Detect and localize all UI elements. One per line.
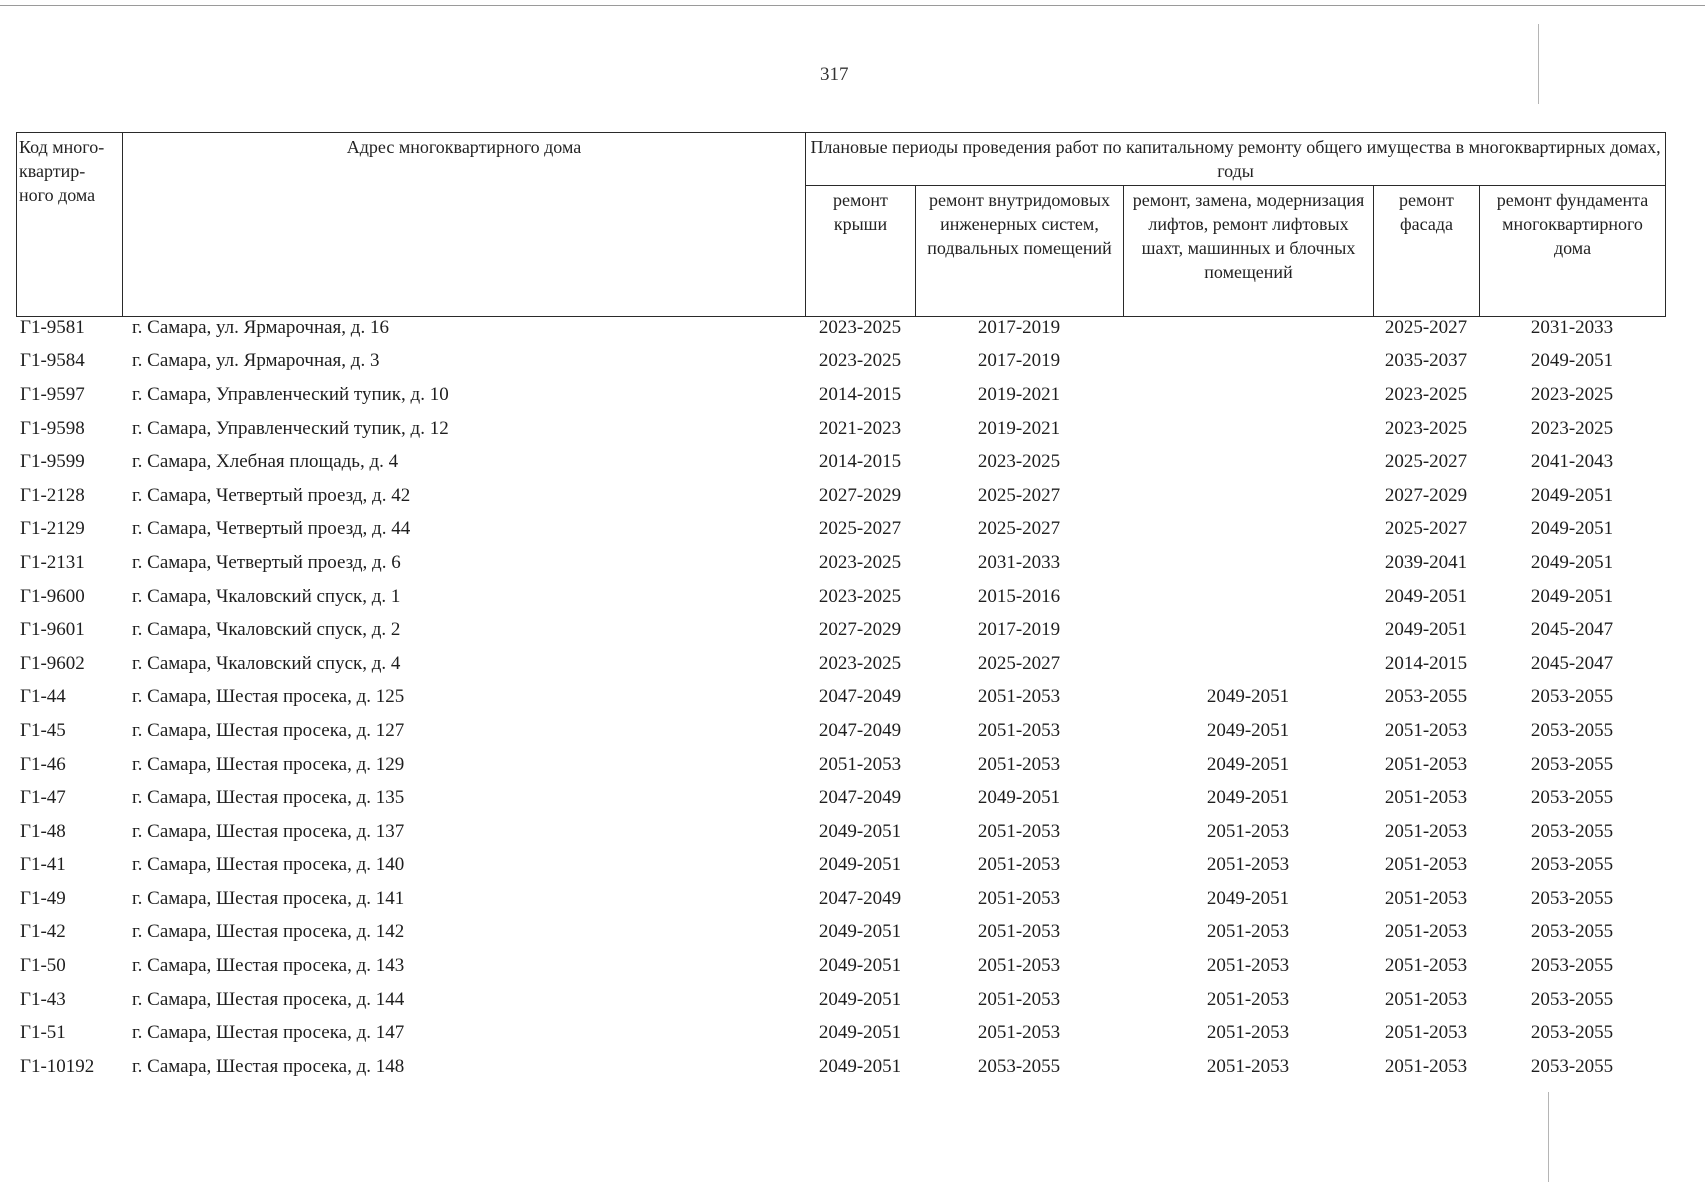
cell-engineering-period: 2051-2053 [977,988,1061,1010]
cell-code: Г1-41 [20,854,66,876]
table-row [16,681,1665,715]
cell-elevators-period: 2051-2053 [1206,1022,1290,1044]
cell-address: г. Самара, Хлебная площадь, д. 4 [132,451,399,473]
cell-roof-period: 2051-2053 [818,753,902,775]
cell-elevators-period [1123,479,1373,513]
cell-foundation-period: 2053-2055 [1530,1055,1614,1077]
cell-facade-period: 2051-2053 [1384,719,1468,741]
cell-facade-period: 2051-2053 [1384,820,1468,842]
cell-roof-period: 2023-2025 [818,652,902,674]
table-body [16,311,1665,1084]
cell-facade-period: 2051-2053 [1384,1022,1468,1044]
cell-foundation-period: 2031-2033 [1530,316,1614,338]
cell-foundation-period: 2049-2051 [1530,350,1614,372]
cell-engineering-period: 2051-2053 [977,753,1061,775]
cell-elevators-period: 2051-2053 [1206,921,1290,943]
table-row [16,882,1665,916]
cell-elevators-period: 2049-2051 [1206,686,1290,708]
cell-facade-period: 2025-2027 [1384,451,1468,473]
cell-foundation-period: 2053-2055 [1530,988,1614,1010]
cell-address: г. Самара, Шестая просека, д. 127 [132,719,405,741]
cell-elevators-period: 2051-2053 [1206,988,1290,1010]
cell-address: г. Самара, Шестая просека, д. 125 [132,686,405,708]
cell-elevators-period: 2049-2051 [1206,719,1290,741]
table-row [16,949,1665,983]
cell-elevators-period [1123,580,1373,614]
cell-engineering-period: 2051-2053 [977,887,1061,909]
cell-foundation-period: 2053-2055 [1530,820,1614,842]
cell-address: г. Самара, Чкаловский спуск, д. 4 [132,652,401,674]
column-header-roof: ремонт крыши [806,186,916,317]
cell-code: Г1-47 [20,787,66,809]
cell-elevators-period: 2051-2053 [1206,1055,1290,1077]
cell-engineering-period: 2051-2053 [977,1022,1061,1044]
cell-elevators-period: 2049-2051 [1206,887,1290,909]
cell-roof-period: 2027-2029 [818,484,902,506]
cell-address: г. Самара, Четвертый проезд, д. 42 [132,484,411,506]
cell-address: г. Самара, Четвертый проезд, д. 44 [132,518,411,540]
cell-roof-period: 2049-2051 [818,921,902,943]
cell-elevators-period [1123,445,1373,479]
cell-engineering-period: 2025-2027 [977,652,1061,674]
data-table [16,311,1665,1084]
table-row [16,445,1665,479]
cell-roof-period: 2025-2027 [818,518,902,540]
table-row [16,916,1665,950]
cell-roof-period: 2049-2051 [818,1022,902,1044]
scan-top-edge [0,5,1705,6]
column-header-engineering: ремонт внутридомовых инженерных систем, подвальных помещений [916,186,1124,317]
cell-engineering-period: 2051-2053 [977,719,1061,741]
cell-facade-period: 2023-2025 [1384,417,1468,439]
cell-engineering-period: 2025-2027 [977,518,1061,540]
cell-facade-period: 2039-2041 [1384,551,1468,573]
cell-roof-period: 2047-2049 [818,887,902,909]
cell-code: Г1-2131 [20,551,85,573]
cell-engineering-period: 2017-2019 [977,350,1061,372]
table-row [16,613,1665,647]
cell-foundation-period: 2053-2055 [1530,1022,1614,1044]
table-row [16,345,1665,379]
cell-facade-period: 2049-2051 [1384,585,1468,607]
cell-foundation-period: 2053-2055 [1530,854,1614,876]
cell-code: Г1-49 [20,887,66,909]
cell-code: Г1-2128 [20,484,85,506]
cell-address: г. Самара, Шестая просека, д. 142 [132,921,405,943]
cell-foundation-period: 2049-2051 [1530,585,1614,607]
cell-elevators-period: 2051-2053 [1206,854,1290,876]
cell-address: г. Самара, Шестая просека, д. 129 [132,753,405,775]
cell-foundation-period: 2041-2043 [1530,451,1614,473]
cell-foundation-period: 2053-2055 [1530,887,1614,909]
cell-roof-period: 2047-2049 [818,686,902,708]
cell-code: Г1-9600 [20,585,85,607]
cell-address: г. Самара, Шестая просека, д. 140 [132,854,405,876]
cell-address: г. Самара, Чкаловский спуск, д. 1 [132,585,401,607]
cell-engineering-period: 2019-2021 [977,417,1061,439]
cell-roof-period: 2023-2025 [818,551,902,573]
table-row [16,748,1665,782]
cell-code: Г1-2129 [20,518,85,540]
cell-engineering-period: 2017-2019 [977,619,1061,641]
cell-foundation-period: 2053-2055 [1530,787,1614,809]
scan-margin-mark [1548,1092,1549,1182]
cell-code: Г1-44 [20,686,66,708]
cell-roof-period: 2047-2049 [818,787,902,809]
cell-foundation-period: 2053-2055 [1530,686,1614,708]
cell-address: г. Самара, Шестая просека, д. 148 [132,1055,405,1077]
cell-engineering-period: 2019-2021 [977,383,1061,405]
table-row [16,849,1665,883]
cell-facade-period: 2025-2027 [1384,316,1468,338]
table-row [16,983,1665,1017]
cell-engineering-period: 2049-2051 [977,787,1061,809]
cell-facade-period: 2014-2015 [1384,652,1468,674]
table-row [16,378,1665,412]
cell-code: Г1-48 [20,820,66,842]
cell-facade-period: 2051-2053 [1384,787,1468,809]
cell-facade-period: 2051-2053 [1384,921,1468,943]
table-row [16,781,1665,815]
cell-facade-period: 2035-2037 [1384,350,1468,372]
cell-elevators-period: 2049-2051 [1206,787,1290,809]
cell-code: Г1-50 [20,955,66,977]
cell-roof-period: 2027-2029 [818,619,902,641]
cell-engineering-period: 2023-2025 [977,451,1061,473]
cell-engineering-period: 2017-2019 [977,316,1061,338]
page-number: 317 [820,64,849,85]
cell-address: г. Самара, Шестая просека, д. 144 [132,988,405,1010]
cell-facade-period: 2051-2053 [1384,854,1468,876]
cell-engineering-period: 2015-2016 [977,585,1061,607]
cell-engineering-period: 2025-2027 [977,484,1061,506]
table-row [16,1050,1665,1084]
cell-facade-period: 2051-2053 [1384,1055,1468,1077]
table-row [16,580,1665,614]
cell-foundation-period: 2053-2055 [1530,921,1614,943]
table-header [16,132,1666,317]
cell-facade-period: 2051-2053 [1384,753,1468,775]
cell-address: г. Самара, Шестая просека, д. 147 [132,1022,405,1044]
cell-code: Г1-46 [20,753,66,775]
column-header-address: Адрес многоквартирного дома [123,133,806,317]
cell-roof-period: 2049-2051 [818,1055,902,1077]
cell-facade-period: 2053-2055 [1384,686,1468,708]
cell-roof-period: 2014-2015 [818,451,902,473]
cell-foundation-period: 2023-2025 [1530,417,1614,439]
cell-foundation-period: 2053-2055 [1530,955,1614,977]
cell-elevators-period [1123,345,1373,379]
cell-foundation-period: 2053-2055 [1530,719,1614,741]
cell-facade-period: 2051-2053 [1384,955,1468,977]
cell-code: Г1-51 [20,1022,66,1044]
cell-address: г. Самара, ул. Ярмарочная, д. 16 [132,316,389,338]
cell-address: г. Самара, Шестая просека, д. 143 [132,955,405,977]
cell-address: г. Самара, Четвертый проезд, д. 6 [132,551,401,573]
cell-address: г. Самара, Шестая просека, д. 141 [132,887,405,909]
cell-facade-period: 2051-2053 [1384,988,1468,1010]
cell-engineering-period: 2051-2053 [977,820,1061,842]
cell-foundation-period: 2049-2051 [1530,484,1614,506]
cell-facade-period: 2023-2025 [1384,383,1468,405]
cell-foundation-period: 2045-2047 [1530,652,1614,674]
cell-foundation-period: 2049-2051 [1530,518,1614,540]
cell-code: Г1-10192 [20,1055,95,1077]
column-header-elevators: ремонт, замена, модернизация лифтов, ремонт лифтовых шахт, машинных и блочных помещений [1124,186,1374,317]
cell-elevators-period: 2049-2051 [1206,753,1290,775]
cell-address: г. Самара, Чкаловский спуск, д. 2 [132,619,401,641]
table-row [16,714,1665,748]
column-header-code: Код много-квартир-ного дома [17,133,123,317]
cell-foundation-period: 2045-2047 [1530,619,1614,641]
cell-facade-period: 2025-2027 [1384,518,1468,540]
cell-roof-period: 2014-2015 [818,383,902,405]
cell-elevators-period [1123,311,1373,345]
column-header-facade: ремонт фасада [1374,186,1480,317]
cell-roof-period: 2021-2023 [818,417,902,439]
cell-elevators-period: 2051-2053 [1206,955,1290,977]
cell-code: Г1-9597 [20,383,85,405]
table-row [16,815,1665,849]
cell-address: г. Самара, Управленческий тупик, д. 12 [132,417,449,439]
table-row [16,513,1665,547]
cell-code: Г1-9584 [20,350,85,372]
cell-roof-period: 2023-2025 [818,585,902,607]
cell-elevators-period [1123,613,1373,647]
cell-foundation-period: 2023-2025 [1530,383,1614,405]
cell-address: г. Самара, Шестая просека, д. 137 [132,820,405,842]
cell-code: Г1-9601 [20,619,85,641]
table-row [16,412,1665,446]
cell-foundation-period: 2049-2051 [1530,551,1614,573]
cell-elevators-period [1123,647,1373,681]
cell-code: Г1-43 [20,988,66,1010]
column-header-foundation: ремонт фундамента многоквартирного дома [1480,186,1666,317]
cell-elevators-period: 2051-2053 [1206,820,1290,842]
cell-code: Г1-9599 [20,451,85,473]
cell-address: г. Самара, Управленческий тупик, д. 10 [132,383,449,405]
cell-code: Г1-9581 [20,316,85,338]
cell-address: г. Самара, ул. Ярмарочная, д. 3 [132,350,380,372]
cell-engineering-period: 2051-2053 [977,854,1061,876]
table-row [16,479,1665,513]
cell-elevators-period [1123,378,1373,412]
cell-roof-period: 2049-2051 [818,854,902,876]
cell-engineering-period: 2053-2055 [977,1055,1061,1077]
cell-elevators-period [1123,412,1373,446]
cell-engineering-period: 2031-2033 [977,551,1061,573]
cell-elevators-period [1123,513,1373,547]
table-row [16,647,1665,681]
cell-roof-period: 2047-2049 [818,719,902,741]
cell-code: Г1-45 [20,719,66,741]
cell-elevators-period [1123,546,1373,580]
column-group-header-periods: Плановые периоды проведения работ по капитальному ремонту общего имущества в многоквартирных домах, годы [806,133,1666,186]
cell-code: Г1-9598 [20,417,85,439]
cell-foundation-period: 2053-2055 [1530,753,1614,775]
scan-margin-mark [1538,24,1539,104]
table-row [16,1016,1665,1050]
table-row [16,311,1665,345]
cell-code: Г1-9602 [20,652,85,674]
cell-roof-period: 2023-2025 [818,316,902,338]
cell-roof-period: 2023-2025 [818,350,902,372]
table-row [16,546,1665,580]
cell-engineering-period: 2051-2053 [977,686,1061,708]
cell-facade-period: 2049-2051 [1384,619,1468,641]
cell-code: Г1-42 [20,921,66,943]
cell-roof-period: 2049-2051 [818,988,902,1010]
cell-engineering-period: 2051-2053 [977,921,1061,943]
cell-address: г. Самара, Шестая просека, д. 135 [132,787,405,809]
cell-facade-period: 2027-2029 [1384,484,1468,506]
cell-facade-period: 2051-2053 [1384,887,1468,909]
cell-engineering-period: 2051-2053 [977,955,1061,977]
cell-roof-period: 2049-2051 [818,955,902,977]
cell-roof-period: 2049-2051 [818,820,902,842]
